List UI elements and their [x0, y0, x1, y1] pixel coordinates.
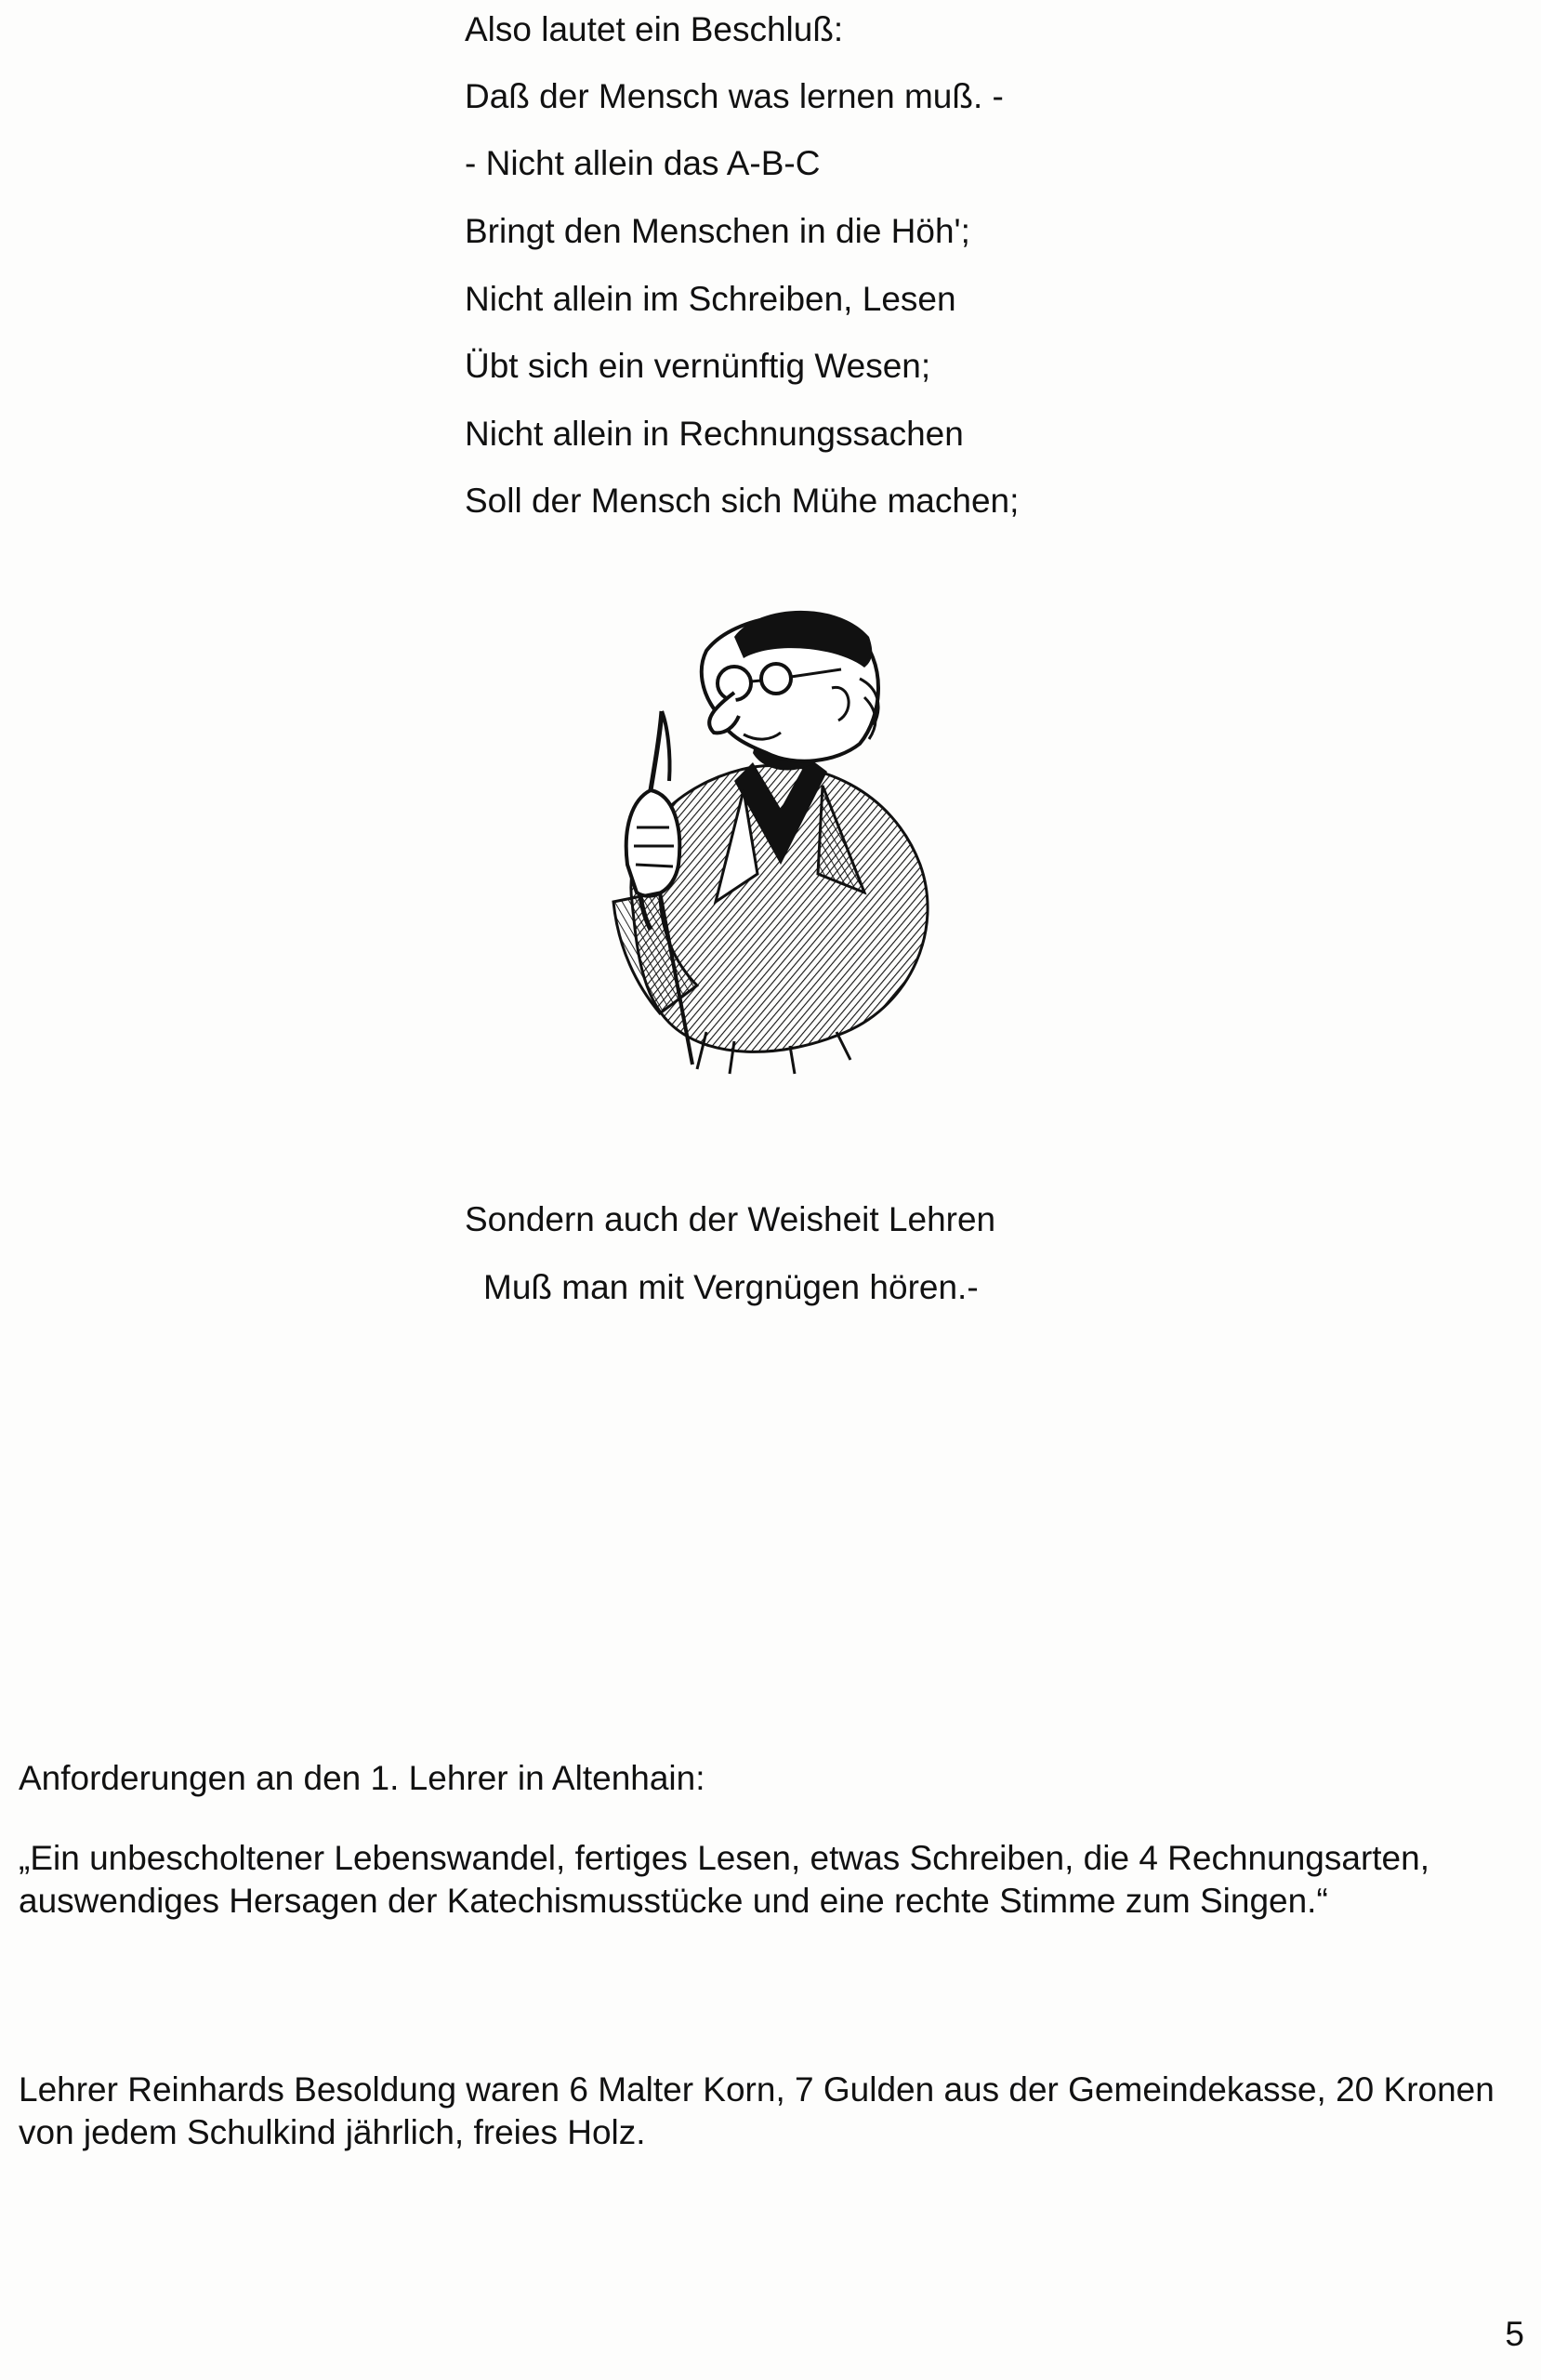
poem-line: Soll der Mensch sich Mühe machen;	[465, 482, 1020, 520]
poem-line: Muß man mit Vergnügen hören.-	[483, 1268, 979, 1306]
poem-line: - Nicht allein das A-B-C	[465, 144, 821, 182]
poem-line: Bringt den Menschen in die Höh';	[465, 212, 970, 250]
poem-line: Übt sich ein vernünftig Wesen;	[465, 347, 931, 385]
salary-paragraph: Lehrer Reinhards Besoldung waren 6 Malter Korn, 7 Gulden aus der Gemeindekasse, 20 Kronen von jedem Schulkind jährlich, freies Holz.	[19, 2070, 1495, 2151]
poem-line: Sondern auch der Weisheit Lehren	[465, 1200, 996, 1238]
poem-line: Nicht allein in Rechnungssachen	[465, 415, 964, 453]
poem-line: Also lautet ein Beschluß:	[465, 10, 844, 48]
poem-line: Daß der Mensch was lernen muß. -	[465, 77, 1004, 115]
requirements-heading: Anforderungen an den 1. Lehrer in Altenhain:	[19, 1759, 705, 1797]
poem-line: Nicht allein im Schreiben, Lesen	[465, 280, 956, 318]
page-number: 5	[1505, 2315, 1524, 2353]
teacher-engraving-icon	[595, 595, 957, 1078]
requirements-quote: „Ein unbescholtener Lebenswandel, fertiges Lesen, etwas Schreiben, die 4 Rechnungsarten, auswendiges Hersagen der Katechismusstücke und eine rechte Stimme zum Singen.“	[19, 1839, 1429, 1920]
